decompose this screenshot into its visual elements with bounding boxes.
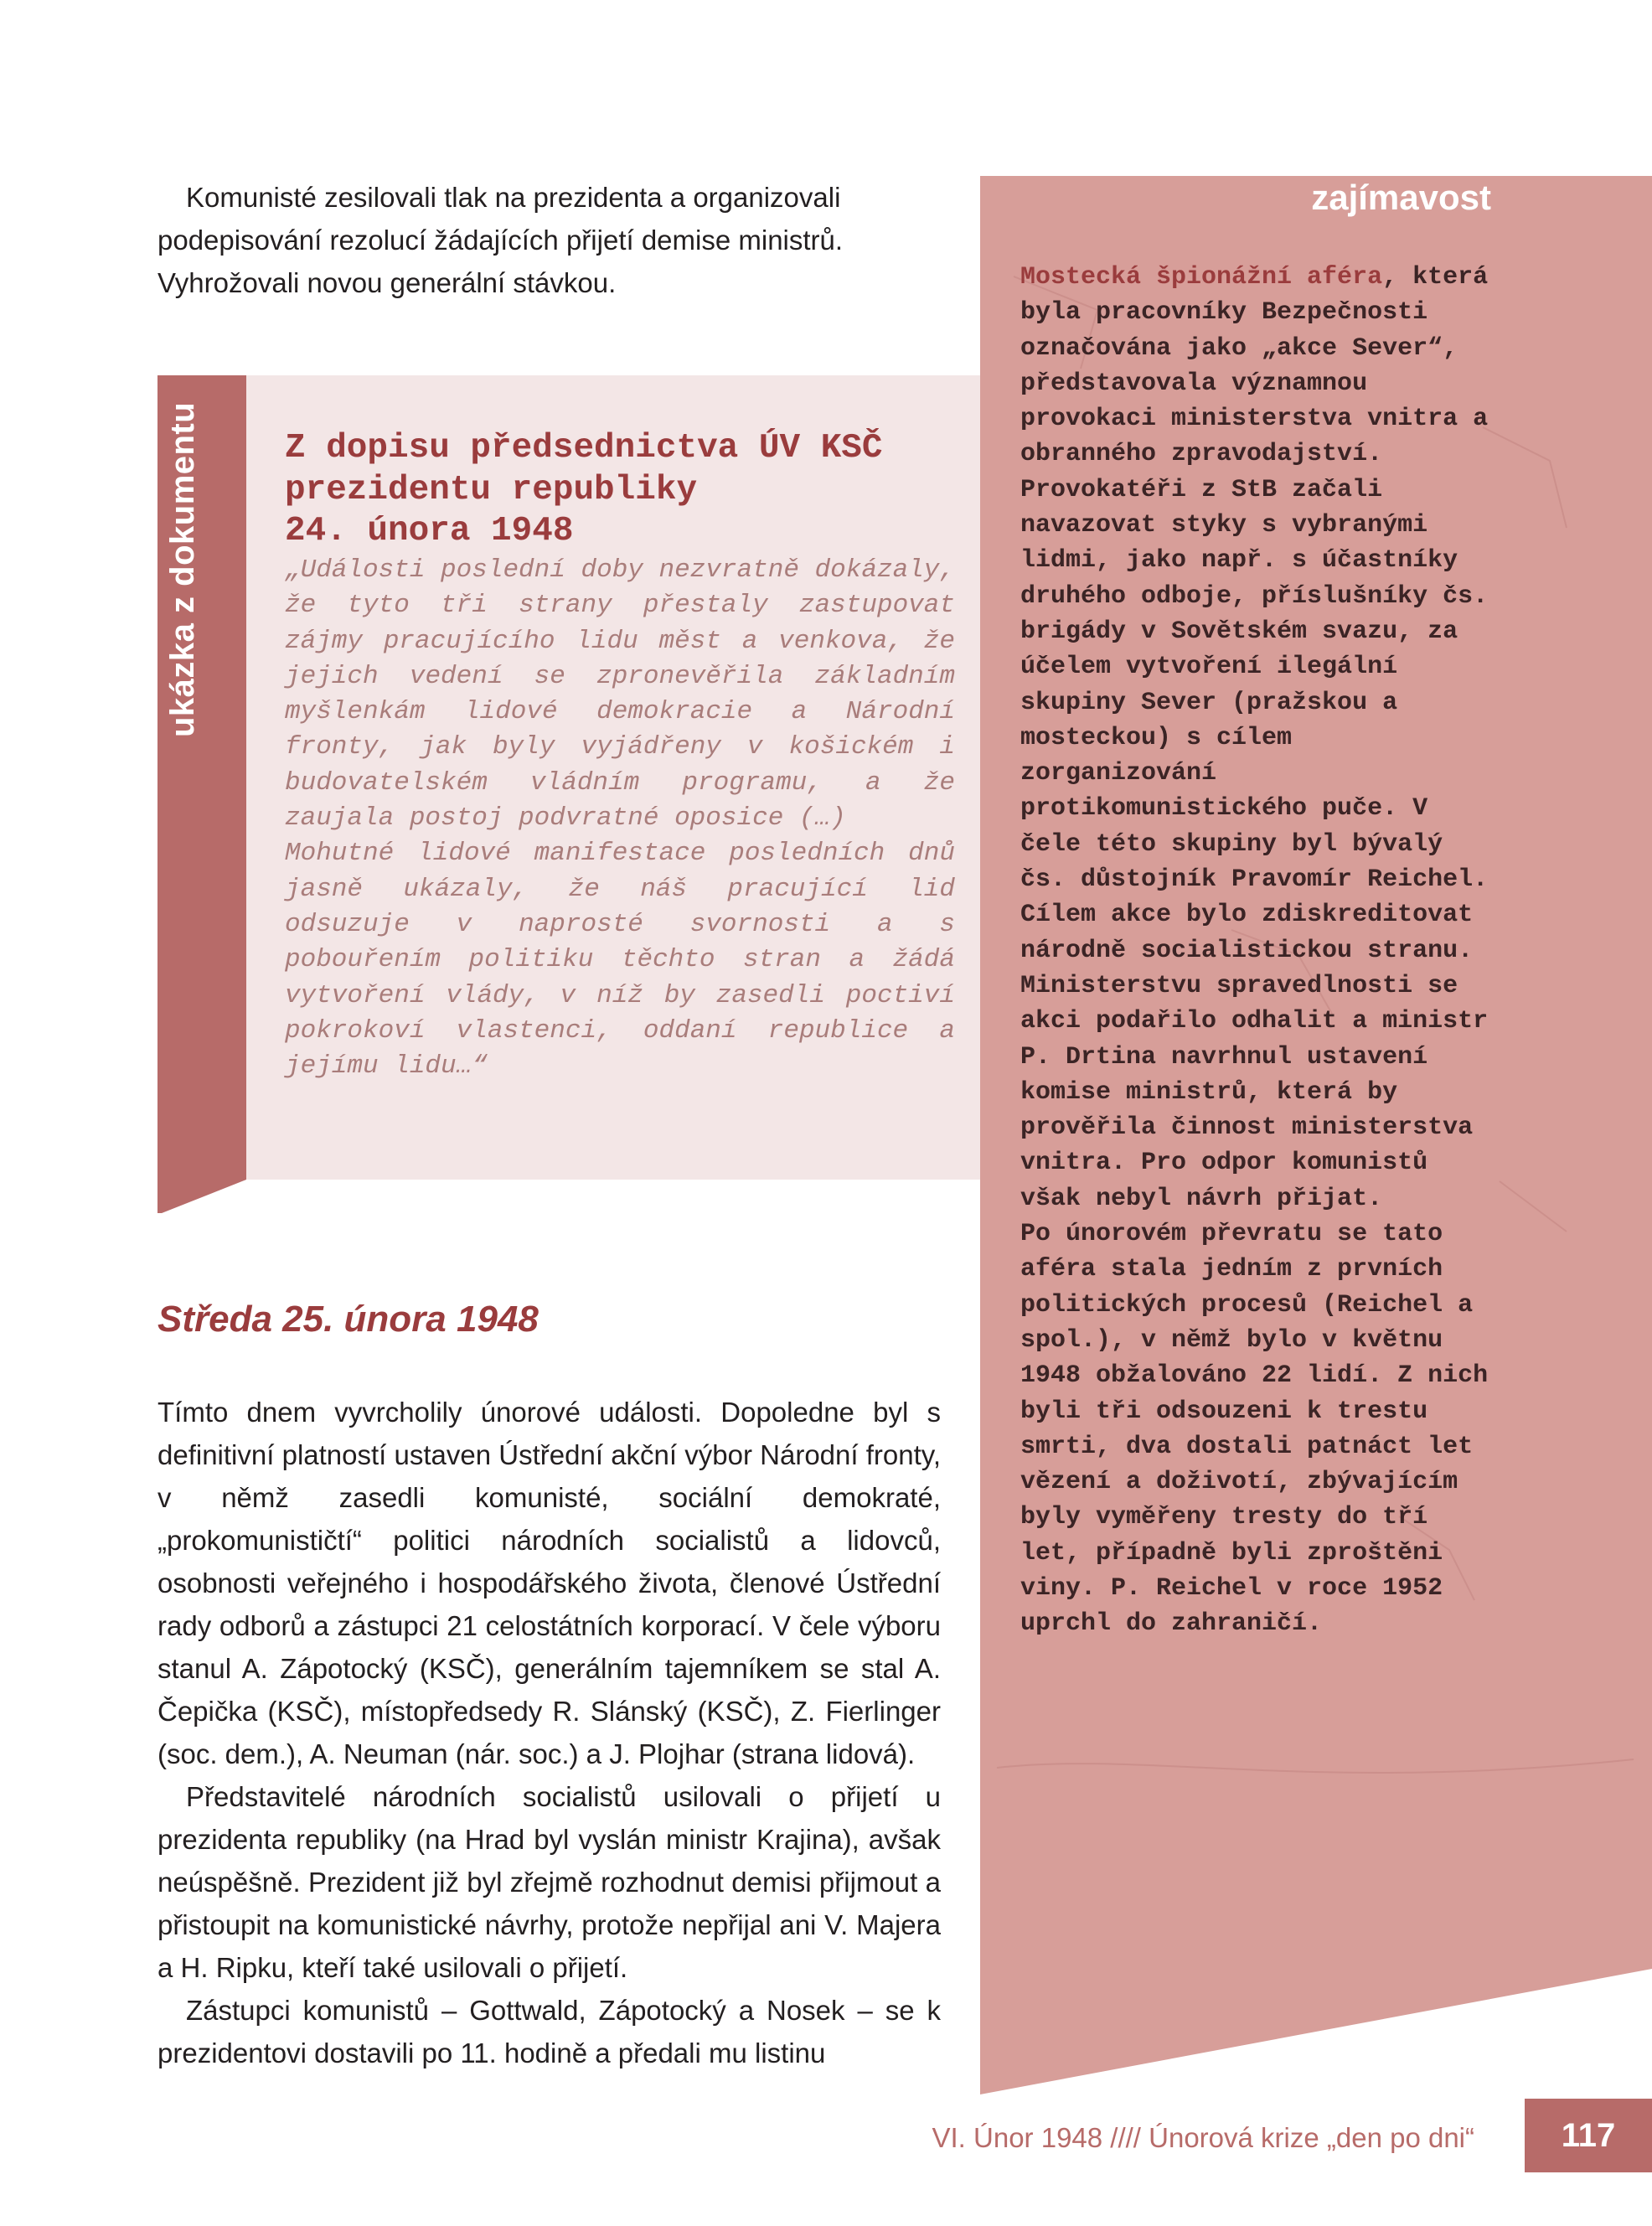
sidebar-highlight: Mostecká špionážní aféra [1020, 263, 1383, 292]
sidebar-paragraph [1020, 260, 1489, 1216]
sidebar-paragraph: Po únorovém převratu se tato aféra stala jedním z prvních politických procesů (Reichel a spol.), v němž bylo v květnu 1948 obžalováno 22 lidí. Z nich byli tři odsouzeni k trestu smrti, dva dostali patnáct let vězení a doživotí, zbývajícím byly vyměřeny tresty do tří let, případně byli zproštěni viny. P. Reichel v roce 1952 uprchl do zahraničí. [1020, 1220, 1489, 1639]
document-label-text: ukázka z dokumentu [164, 401, 201, 737]
document-quote-paragraph: „Události poslední doby nezvratně dokázaly, že tyto tři strany přestaly zastupovat zájmy pracujícího lidu měst a venkova, že jejich vedení se zpronevěřila základním myšlenkám lidové demokracie a Národní fronty, jak byly vyjádřeny v košickém i budovatelském vládním programu, a že zaujala postoj podvratné oposice (…) [285, 555, 955, 834]
document-quote-paragraph: Mohutné lidové manifestace posledních dnů jasně ukázaly, že náš pracující lid odsuzuje v naprosté svornosti a s pobouřením politiku těchto stran a žádá vytvoření vlády, v níž by zasedli poctiví pokrokoví vlastenci, oddaní republice a jejímu lidu…“ [285, 839, 955, 1082]
document-quote [285, 553, 955, 1084]
section-heading: Středa 25. února 1948 [157, 1299, 539, 1340]
page-number-box [1525, 2099, 1652, 2172]
intro-paragraph: Komunisté zesilovali tlak na prezidenta a organizovali podepisování rezolucí žádajících přijetí demise ministrů. Vyhrožovali novou generální stávkou. [157, 182, 844, 298]
document-date: 24. února 1948 [285, 512, 574, 550]
section-paragraph: Představitelé národních socialistů usilovali o přijetí u prezidenta republiky (na Hrad byl vyslán ministr Krajina), avšak neúspěšně. Prezident již byl zřejmě rozhodnut demisi přijmout a přistoupit na komunistické návrhy, protože nepřijal ani V. Majera a H. Ripku, kteří také usilovali o přijetí. [157, 1781, 941, 1983]
footer-chapter: VI. Únor 1948 //// Únorová krize „den po dni“ [932, 2122, 1474, 2153]
sidebar-text [1020, 260, 1489, 1642]
sidebar-paragraph-text: , která byla pracovníky Bezpečnosti označována jako „akce Sever“, představovala významnou provokaci ministerstva vnitra a obranného zpravodajství. Provokatéři z StB začali navazovat styky s vybranými lidmi, jako např. s účastníky druhého odboje, příslušníky čs. brigády v Sovětském svazu, za účelem vytvoření ilegální skupiny Sever (pražskou a mosteckou) s cílem zorganizování protikomunistického puče. V čele této skupiny byl bývalý čs. důstojník Pravomír Reichel. Cílem akce bylo zdiskreditovat národně socialistickou stranu. Ministerstvu spravedlnosti se akci podařilo odhalit a ministr P. Drtina navrhnul ustavení komise ministrů, která by prověřila činnost ministerstva vnitra. Pro odpor komunistů však nebyl návrh přijat. [1020, 263, 1489, 1213]
section-paragraph: Zástupci komunistů – Gottwald, Zápotocký a Nosek – se k prezidentovi dostavili po 11. hodině a předali mu listinu [157, 1995, 941, 2068]
intro-text [157, 176, 947, 304]
section-paragraph: Tímto dnem vyvrcholily únorové události. Dopoledne byl s definitivní platností ustaven Ústřední akční výbor Národní fronty, v němž zasedli komunisté, sociální demokraté, „prokomunističtí“ politici národních socialistů a lidovců, osobnosti veřejného i hospodářského života, členové Ústřední rady odborů a zástupci 21 celostátních korporací. V čele výboru stanul A. Zápotocký (KSČ), generálním tajemníkem se stal A. Čepička (KSČ), místopředsedy R. Slánský (KSČ), Z. Fierlinger (soc. dem.), A. Neuman (nár. soc.) a J. Plojhar (strana lidová). [157, 1397, 941, 1769]
page-number: 117 [1561, 2116, 1616, 2154]
sidebar-header: zajímavost [1311, 178, 1491, 217]
document-title: Z dopisu předsednictva ÚV KSČ prezidentu republiky [285, 429, 883, 509]
section-body [157, 1391, 941, 2074]
